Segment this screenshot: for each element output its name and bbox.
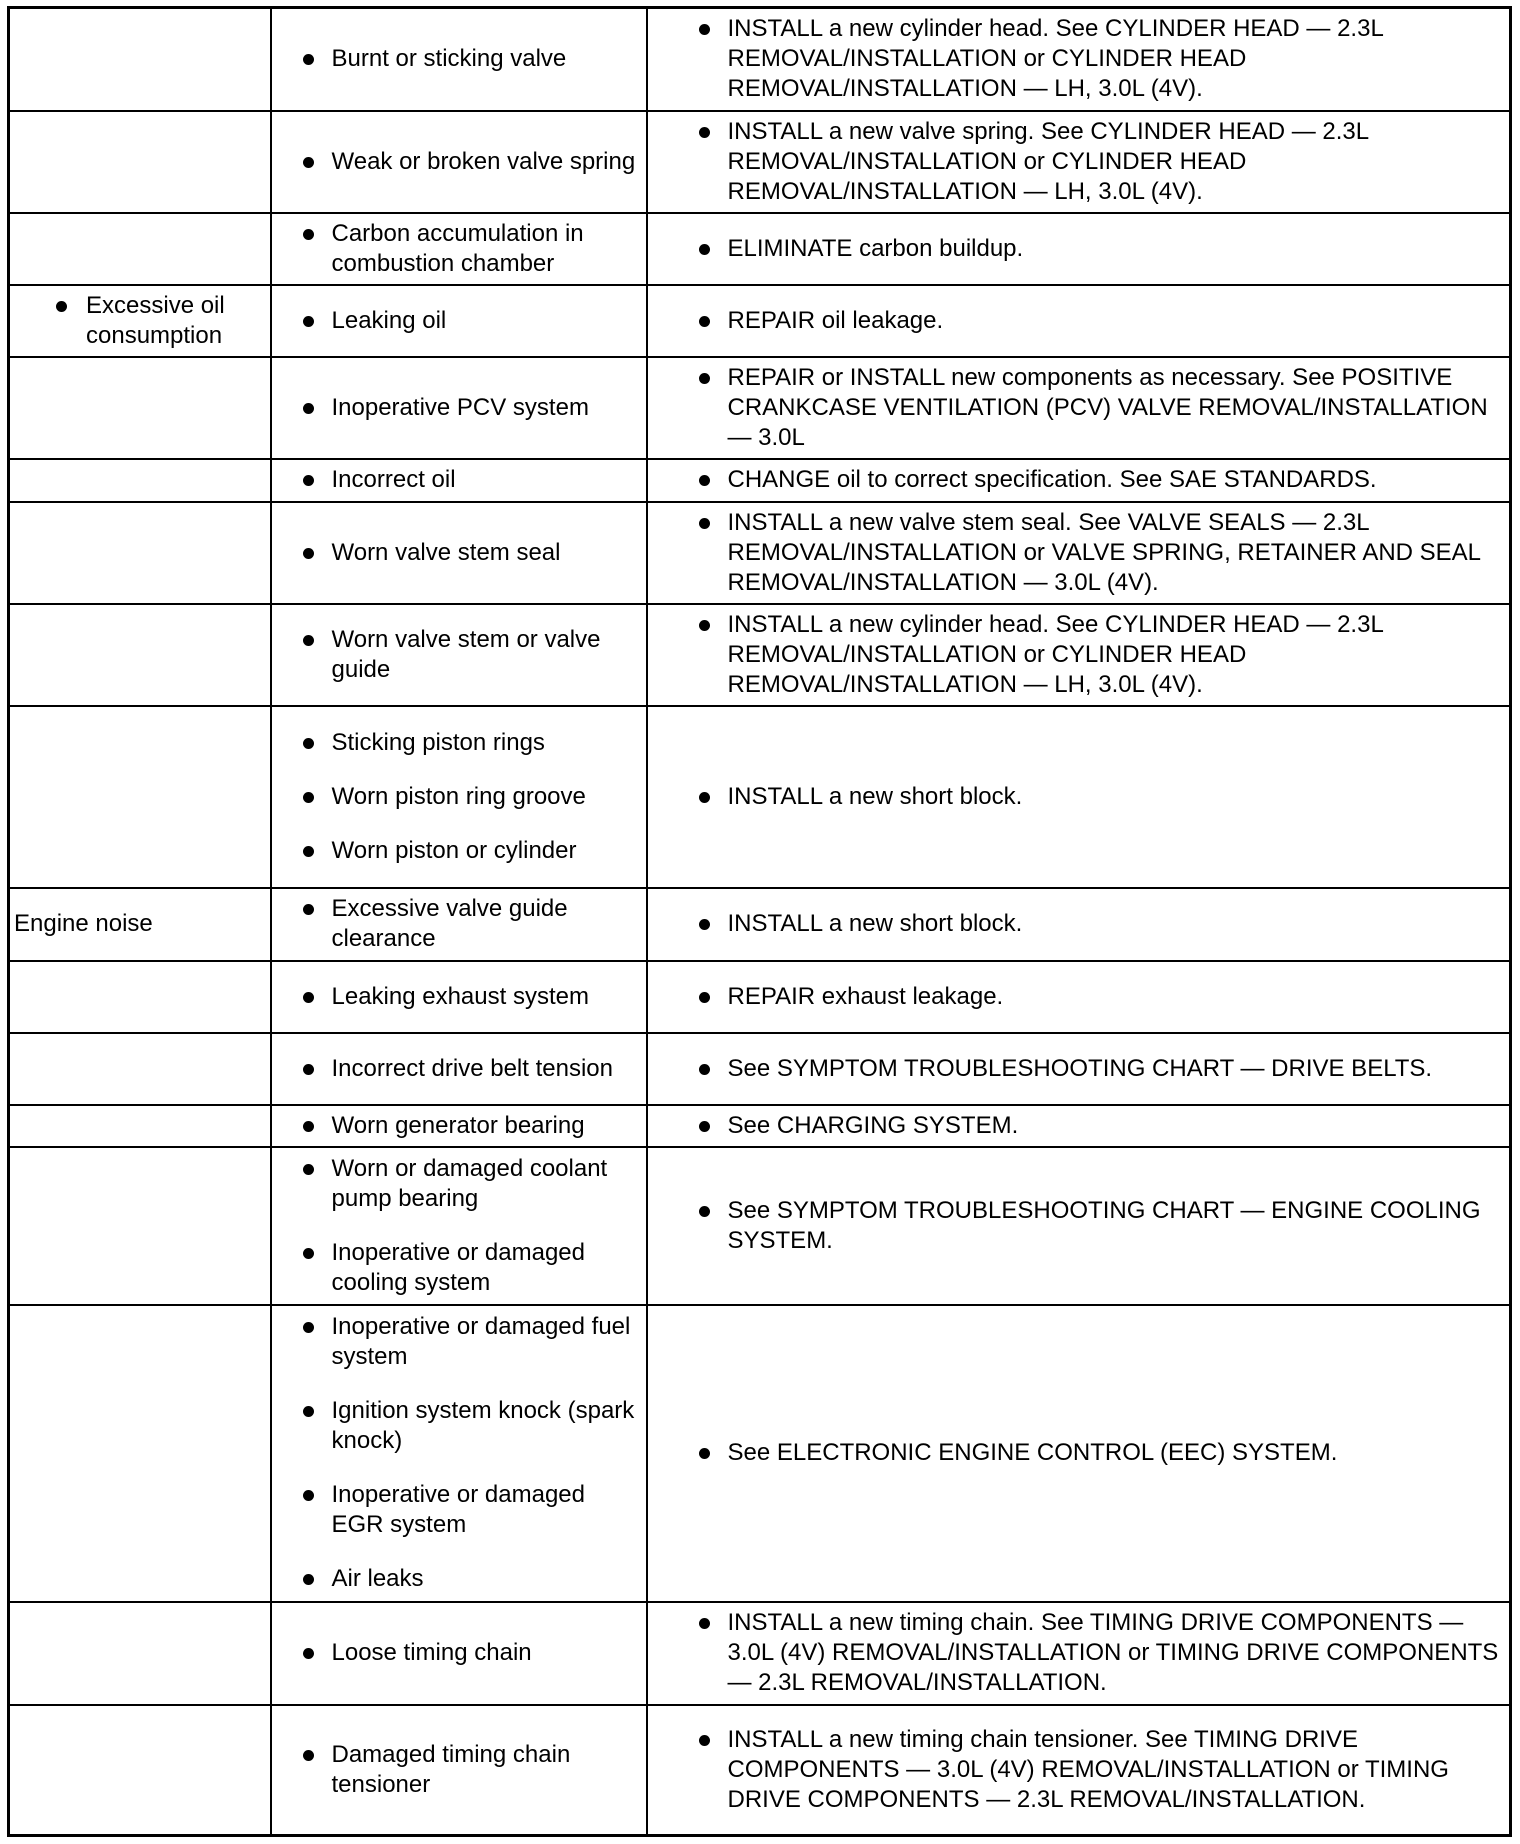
cause-item: Air leaks <box>282 1564 636 1594</box>
table-row <box>9 706 1511 888</box>
troubleshooting-table <box>7 6 1512 1837</box>
symptom-cell <box>9 1105 271 1147</box>
table-row <box>9 961 1511 1033</box>
cause-item: Incorrect oil <box>282 465 636 495</box>
cause-cell <box>271 888 647 961</box>
cause-cell <box>271 111 647 213</box>
table-row <box>9 888 1511 961</box>
symptom-cell <box>9 357 271 459</box>
symptom-cell <box>9 213 271 285</box>
symptom-cell <box>9 285 271 357</box>
action-item: INSTALL a new short block. <box>658 909 1500 939</box>
action-cell <box>647 459 1511 502</box>
cause-item: Worn or damaged coolant pump bearing <box>282 1154 636 1214</box>
table-row <box>9 111 1511 213</box>
cause-item: Worn generator bearing <box>282 1111 636 1141</box>
symptom-cell <box>9 502 271 604</box>
action-cell <box>647 502 1511 604</box>
cause-item: Leaking exhaust system <box>282 982 636 1012</box>
symptom-label: Engine noise <box>9 888 271 961</box>
action-cell <box>647 1602 1511 1705</box>
symptom-cell <box>9 1147 271 1305</box>
action-cell <box>647 961 1511 1033</box>
cause-item: Excessive valve guide clearance <box>282 894 636 954</box>
action-item: INSTALL a new timing chain. See TIMING DRIVE COMPONENTS — 3.0L (4V) REMOVAL/INSTALLATION or TIMING DRIVE COMPONENTS — 2.3L REMOVAL/INSTALLATION. <box>658 1608 1500 1698</box>
cause-item: Carbon accumulation in combustion chamber <box>282 219 636 279</box>
cause-cell <box>271 1305 647 1602</box>
cause-cell <box>271 459 647 502</box>
symptom-cell <box>9 1033 271 1105</box>
cause-cell <box>271 1147 647 1305</box>
cause-item: Inoperative or damaged cooling system <box>282 1238 636 1298</box>
cause-cell <box>271 1033 647 1105</box>
cause-cell <box>271 961 647 1033</box>
action-item: REPAIR oil leakage. <box>658 306 1500 336</box>
cause-item: Incorrect drive belt tension <box>282 1054 636 1084</box>
cause-item: Burnt or sticking valve <box>282 44 636 74</box>
table-row <box>9 1305 1511 1602</box>
table-row <box>9 604 1511 706</box>
table-row <box>9 8 1511 111</box>
action-item: REPAIR or INSTALL new components as necessary. See POSITIVE CRANKCASE VENTILATION (PCV) VALVE REMOVAL/INSTALLATION — 3.0L <box>658 363 1500 453</box>
cause-cell <box>271 1105 647 1147</box>
table-row <box>9 1105 1511 1147</box>
cause-item: Weak or broken valve spring <box>282 147 636 177</box>
action-cell <box>647 1147 1511 1305</box>
action-item: See ELECTRONIC ENGINE CONTROL (EEC) SYSTEM. <box>658 1438 1500 1468</box>
cause-item: Worn piston ring groove <box>282 782 636 812</box>
cause-cell <box>271 1705 647 1836</box>
action-cell <box>647 285 1511 357</box>
table-row <box>9 1602 1511 1705</box>
action-cell <box>647 1033 1511 1105</box>
symptom-label: Excessive oil consumption <box>20 291 260 351</box>
action-item: CHANGE oil to correct specification. See SAE STANDARDS. <box>658 465 1500 495</box>
action-item: INSTALL a new timing chain tensioner. See TIMING DRIVE COMPONENTS — 3.0L (4V) REMOVAL/INSTALLATION or TIMING DRIVE COMPONENTS — 2.3L REMOVAL/INSTALLATION. <box>658 1725 1500 1815</box>
cause-cell <box>271 285 647 357</box>
cause-cell <box>271 1602 647 1705</box>
cause-cell <box>271 604 647 706</box>
action-item: INSTALL a new valve stem seal. See VALVE SEALS — 2.3L REMOVAL/INSTALLATION or VALVE SPRING, RETAINER AND SEAL REMOVAL/INSTALLATION — 3.0L (4V). <box>658 508 1500 598</box>
table-row <box>9 357 1511 459</box>
cause-cell <box>271 502 647 604</box>
cause-cell <box>271 706 647 888</box>
cause-item: Worn valve stem or valve guide <box>282 625 636 685</box>
table-row <box>9 502 1511 604</box>
action-item: ELIMINATE carbon buildup. <box>658 234 1500 264</box>
action-item: INSTALL a new cylinder head. See CYLINDER HEAD — 2.3L REMOVAL/INSTALLATION or CYLINDER HEAD REMOVAL/INSTALLATION — LH, 3.0L (4V). <box>658 610 1500 700</box>
table-row <box>9 1147 1511 1305</box>
action-cell <box>647 213 1511 285</box>
cause-item: Loose timing chain <box>282 1638 636 1668</box>
cause-item: Inoperative or damaged fuel system <box>282 1312 636 1372</box>
table-row <box>9 459 1511 502</box>
action-item: See CHARGING SYSTEM. <box>658 1111 1500 1141</box>
cause-cell <box>271 213 647 285</box>
symptom-cell <box>9 1305 271 1602</box>
symptom-cell <box>9 459 271 502</box>
cause-item: Worn piston or cylinder <box>282 836 636 866</box>
cause-item: Worn valve stem seal <box>282 538 636 568</box>
symptom-cell <box>9 961 271 1033</box>
symptom-cell <box>9 1705 271 1836</box>
table-row <box>9 1033 1511 1105</box>
action-cell <box>647 8 1511 111</box>
action-item: See SYMPTOM TROUBLESHOOTING CHART — ENGINE COOLING SYSTEM. <box>658 1196 1500 1256</box>
action-cell <box>647 888 1511 961</box>
symptom-cell <box>9 706 271 888</box>
cause-cell <box>271 357 647 459</box>
action-cell <box>647 706 1511 888</box>
action-cell <box>647 357 1511 459</box>
action-cell <box>647 604 1511 706</box>
table-row <box>9 213 1511 285</box>
cause-item: Inoperative PCV system <box>282 393 636 423</box>
action-cell <box>647 111 1511 213</box>
table-row <box>9 1705 1511 1836</box>
cause-item: Ignition system knock (spark knock) <box>282 1396 636 1456</box>
table-row <box>9 285 1511 357</box>
symptom-cell <box>9 1602 271 1705</box>
cause-item: Leaking oil <box>282 306 636 336</box>
action-cell <box>647 1305 1511 1602</box>
cause-item: Damaged timing chain tensioner <box>282 1740 636 1800</box>
cause-cell <box>271 8 647 111</box>
cause-item: Inoperative or damaged EGR system <box>282 1480 636 1540</box>
action-item: REPAIR exhaust leakage. <box>658 982 1500 1012</box>
action-cell <box>647 1105 1511 1147</box>
action-item: INSTALL a new valve spring. See CYLINDER HEAD — 2.3L REMOVAL/INSTALLATION or CYLINDER HEAD REMOVAL/INSTALLATION — LH, 3.0L (4V). <box>658 117 1500 207</box>
action-item: INSTALL a new short block. <box>658 782 1500 812</box>
symptom-cell <box>9 8 271 111</box>
symptom-cell <box>9 111 271 213</box>
symptom-cell <box>9 604 271 706</box>
cause-item: Sticking piston rings <box>282 728 636 758</box>
action-item: See SYMPTOM TROUBLESHOOTING CHART — DRIVE BELTS. <box>658 1054 1500 1084</box>
action-cell <box>647 1705 1511 1836</box>
action-item: INSTALL a new cylinder head. See CYLINDER HEAD — 2.3L REMOVAL/INSTALLATION or CYLINDER HEAD REMOVAL/INSTALLATION — LH, 3.0L (4V). <box>658 14 1500 104</box>
